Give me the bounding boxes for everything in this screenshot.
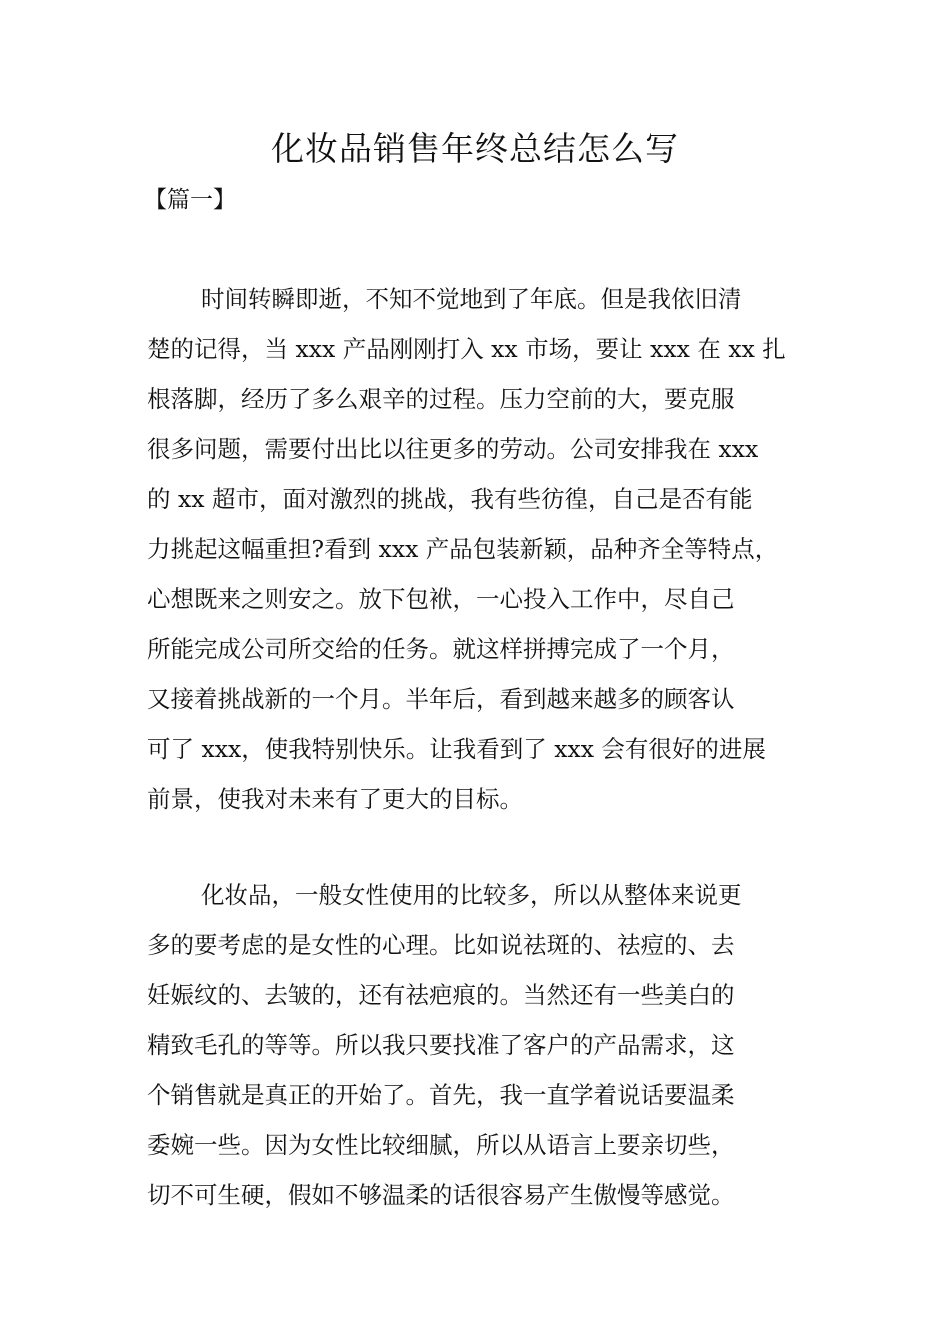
paragraph-line: 力挑起这幅重担?看到 xxx 产品包装新颖，品种齐全等特点， xyxy=(147,535,779,563)
paragraph-line: 化妆品，一般女性使用的比较多，所以从整体来说更 xyxy=(201,881,742,909)
paragraph-line: 心想既来之则安之。放下包袱，一心投入工作中，尽自己 xyxy=(147,585,735,613)
section-label: 【篇一】 xyxy=(144,187,236,213)
paragraph-line: 楚的记得，当 xxx 产品刚刚打入 xx 市场，要让 xxx 在 xx 扎 xyxy=(147,335,786,363)
paragraph-line: 切不可生硬，假如不够温柔的话很容易产生傲慢等感觉。 xyxy=(147,1181,735,1209)
paragraph-1 xyxy=(147,274,817,824)
document-title: 化妆品销售年终总结怎么写 xyxy=(271,129,679,168)
paragraph-line: 多的要考虑的是女性的心理。比如说祛斑的、祛痘的、去 xyxy=(147,931,735,959)
paragraph-line: 又接着挑战新的一个月。半年后，看到越来越多的顾客认 xyxy=(147,685,735,713)
paragraph-line: 精致毛孔的等等。所以我只要找准了客户的产品需求，这 xyxy=(147,1031,735,1059)
paragraph-line: 很多问题，需要付出比以往更多的劳动。公司安排我在 xxx xyxy=(147,435,759,463)
paragraph-line: 委婉一些。因为女性比较细腻，所以从语言上要亲切些， xyxy=(147,1131,735,1159)
paragraph-line: 时间转瞬即逝，不知不觉地到了年底。但是我依旧清 xyxy=(201,285,742,313)
paragraph-line: 的 xx 超市，面对激烈的挑战，我有些彷徨，自己是否有能 xyxy=(147,485,753,513)
paragraph-line: 妊娠纹的、去皱的，还有祛疤痕的。当然还有一些美白的 xyxy=(147,981,735,1009)
paragraph-line: 前景，使我对未来有了更大的目标。 xyxy=(147,785,523,813)
paragraph-line: 所能完成公司所交给的任务。就这样拼搏完成了一个月， xyxy=(147,635,735,663)
paragraph-line: 根落脚，经历了多么艰辛的过程。压力空前的大，要克服 xyxy=(147,385,735,413)
paragraph-line: 个销售就是真正的开始了。首先，我一直学着说话要温柔 xyxy=(147,1081,735,1109)
paragraph-2 xyxy=(147,870,817,1220)
paragraph-line: 可了 xxx，使我特别快乐。让我看到了 xxx 会有很好的进展 xyxy=(147,735,766,763)
